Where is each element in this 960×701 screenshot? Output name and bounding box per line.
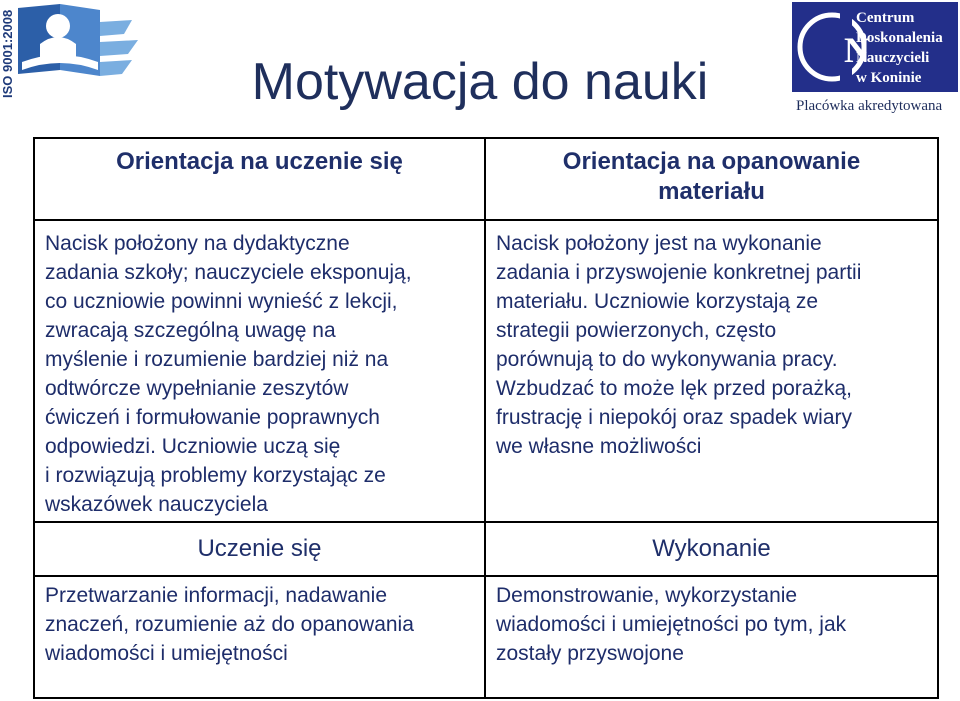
logo-line-4: w Koninie — [856, 70, 922, 86]
right-footer-line: zostały przyswojone — [496, 642, 684, 665]
right-body-line: frustrację i niepokój oraz spadek wiary — [496, 406, 852, 429]
logo-line-2: Doskonalenia — [856, 30, 943, 46]
left-subheader: Uczenie się — [34, 522, 485, 576]
right-body-line: porównują to do wykonywania pracy. — [496, 348, 838, 371]
right-subheader: Wykonanie — [485, 522, 938, 576]
left-footer-line: znaczeń, rozumienie aż do opanowania — [45, 613, 414, 636]
subheader-row — [34, 522, 938, 576]
left-header-cell — [34, 138, 485, 220]
left-footer-line: Przetwarzanie informacji, nadawanie — [45, 584, 387, 607]
left-footer-line: wiadomości i umiejętności — [45, 642, 288, 665]
footer-row — [34, 576, 938, 698]
right-body-line: zadania i przyswojenie konkretnej partii — [496, 261, 862, 284]
left-body-line: wskazówek nauczyciela — [45, 493, 268, 516]
right-header-line-1: Orientacja na opanowanie — [562, 148, 861, 175]
right-footer-cell — [485, 576, 938, 698]
comparison-table — [33, 137, 939, 699]
right-body-line: strategii powierzonych, często — [496, 319, 777, 342]
right-footer-line: Demonstrowanie, wykorzystanie — [496, 584, 798, 607]
left-body-line: myślenie i rozumienie bardziej niż na — [45, 348, 389, 371]
right-body-line: we własne możliwości — [496, 435, 702, 458]
left-header: Orientacja na uczenie się — [116, 148, 403, 175]
right-body-line: Wzbudzać to może lęk przed porażką, — [496, 377, 852, 400]
left-body-line: zadania szkoły; nauczyciele eksponują, — [45, 261, 412, 284]
logo-line-1: Centrum — [856, 10, 915, 26]
right-header-line-2: materiału — [658, 178, 765, 205]
right-body-line: Nacisk położony jest na wykonanie — [496, 232, 822, 255]
left-body-line: co uczniowie powinni wynieść z lekcji, — [45, 290, 398, 313]
iso-text: ISO 9001:2008 — [0, 9, 15, 98]
right-footer-line: wiadomości i umiejętności po tym, jak — [496, 613, 847, 636]
left-body-line: i rozwiązują problemy korzystając ze — [45, 464, 386, 487]
logo-caption: Placówka akredytowana — [796, 98, 943, 114]
left-body-line: zwracają szczególną uwagę na — [45, 319, 336, 342]
right-header-cell — [485, 138, 938, 220]
left-body-line: odtwórcze wypełnianie zeszytów — [45, 377, 349, 400]
left-body-line: odpowiedzi. Uczniowie uczą się — [45, 435, 341, 458]
left-body-line: Nacisk położony na dydaktyczne — [45, 232, 350, 255]
left-body-line: ćwiczeń i formułowanie poprawnych — [45, 406, 380, 429]
logo-dn-mark: N — [844, 30, 870, 70]
page-title: Motywacja do nauki — [251, 53, 709, 111]
right-body-line: materiału. Uczniowie korzystają ze — [496, 290, 819, 313]
logo-line-3: Nauczycieli — [856, 50, 930, 66]
body-row — [34, 220, 938, 522]
right-body-cell — [485, 220, 938, 522]
left-body-cell — [34, 220, 485, 522]
header-row — [34, 138, 938, 220]
left-footer-cell — [34, 576, 485, 698]
